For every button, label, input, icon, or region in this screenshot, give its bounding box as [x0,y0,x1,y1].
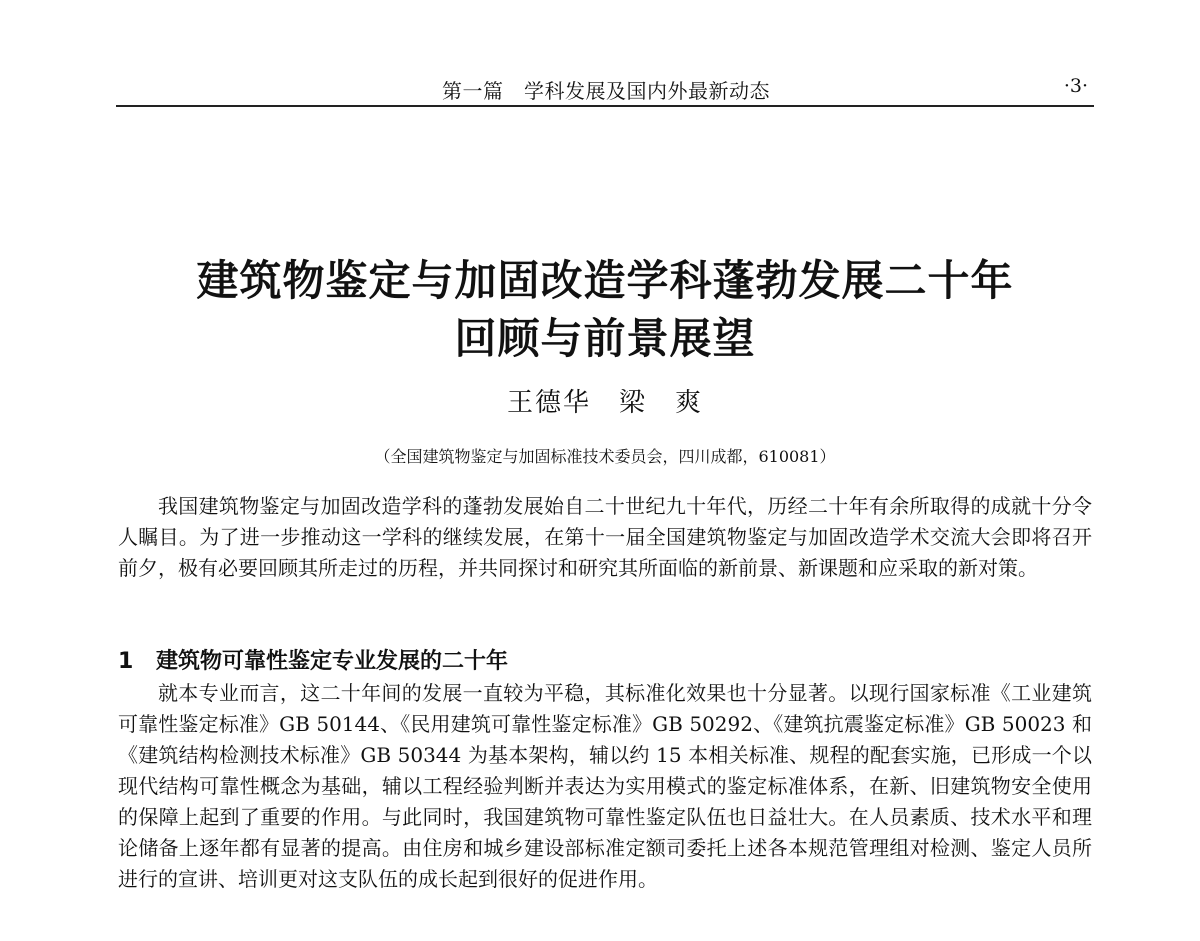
affiliation: （全国建筑物鉴定与加固标准技术委员会，四川成都，610081） [374,447,836,466]
authors: 王德华 梁 爽 [506,388,703,418]
intro-paragraph: 我国建筑物鉴定与加固改造学科的蓬勃发展始自二十世纪九十年代，历经二十年有余所取得的成就十分令人瞩目。为了进一步推动这一学科的继续发展，在第十一届全国建筑物鉴定与加固改造学术交流大会即将召开前夕，极有必要回顾其所走过的历程，并共同探讨和研究其所面临的新前景、新课题和应采取的新对策。 [118,494,1092,580]
running-title: 第一篇 学科发展及国内外最新动态 [442,79,770,103]
running-header [116,58,1094,108]
section-paragraph: 就本专业而言，这二十年间的发展一直较为平稳，其标准化效果也十分显著。以现行国家标准《工业建筑可靠性鉴定标准》GB 50144、《民用建筑可靠性鉴定标准》GB 50292、《建筑抗震鉴定标准》GB 50023 和《建筑结构检测技术标准》GB 50344 为基本架构，辅以约 15 本相关标准、规程的配套实施，已形成一个以现代结构可靠性概念为基础，辅以工程经验判断并表达为实用模式的鉴定标准体系，在新、旧建筑物安全使用的保障上起到了重要的作用。与此同时，我国建筑物可靠性鉴定队伍也日益壮大。在人员素质、技术水平和理论储备上逐年都有显著的提高。由住房和城乡建设部标准定额司委托上述各本规范管理组对检测、鉴定人员所进行的宣讲、培训更对这支队伍的成长起到很好的促进作用。 [118,681,1092,891]
section-title: 建筑物可靠性鉴定专业发展的二十年 [156,649,509,674]
article-title [116,252,1094,368]
title-line-2: 回顾与前景展望 [454,314,756,363]
section-heading [118,644,508,675]
section-number: 1 [118,649,134,674]
page-number: ·3· [1063,75,1088,97]
title-line-1: 建筑物鉴定与加固改造学科蓬勃发展二十年 [196,256,1014,305]
header-rule [116,105,1094,107]
